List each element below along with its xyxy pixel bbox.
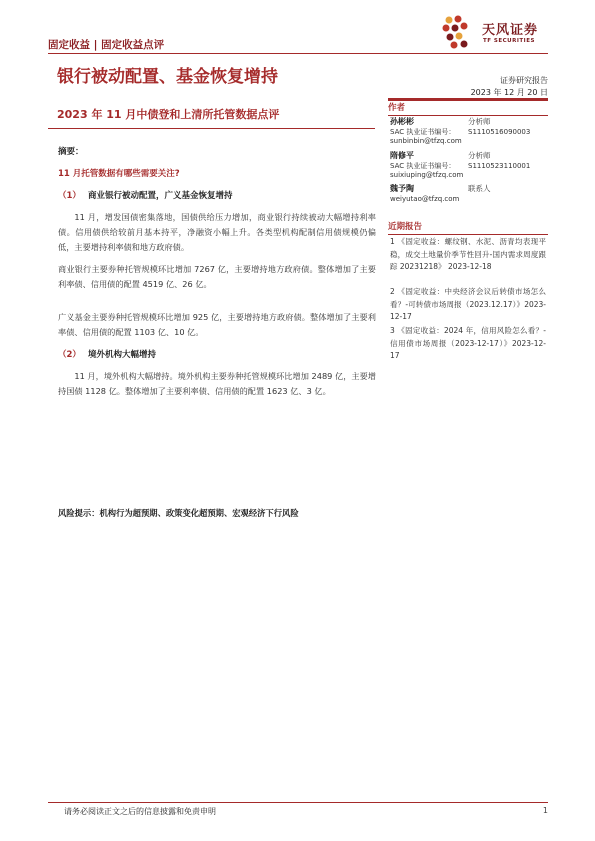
risk-warning: 风险提示：机构行为超预期、政策变化超预期、宏观经济下行风险 (58, 508, 299, 518)
page-number: 1 (542, 806, 548, 815)
author-email[interactable]: sunbinbin@tfzq.com (390, 137, 462, 145)
author-cert-label: SAC 执业证书编号： (390, 161, 456, 170)
report-type: 证券研究报告 (500, 76, 548, 85)
author-block (390, 151, 550, 181)
key-question: 11 月托管数据有哪些需要关注? (58, 169, 180, 179)
recent-report-item[interactable]: 2 《固定收益：中央经济会议后转债市场怎么看？-可转债市场周报（2023.12.17）》2023-12-17 (390, 287, 546, 321)
report-title: 银行被动配置、基金恢复增持 (57, 67, 278, 87)
recent-reports-heading: 近期报告 (388, 220, 548, 235)
section-1-heading (58, 189, 233, 201)
section-1-number: （1） (58, 191, 81, 201)
recent-report-item[interactable]: 3 《固定收益：2024 年，信用风险怎么看？-信用债市场周报（2023-12-17）》2023-12-17 (390, 326, 546, 360)
section-2-title: 境外机构大幅增持 (88, 350, 157, 360)
breadcrumb: 固定收益 | 固定收益点评 (48, 39, 165, 51)
author-cert-label: SAC 执业证书编号： (390, 127, 456, 136)
header-divider (48, 53, 548, 54)
section-1-paragraph-2: 商业银行主要券种托管规模环比增加 7267 亿，主要增持地方政府债。整体增加了主要利率债、信用债的配置 4519 亿、26 亿。 (58, 264, 376, 289)
author-name: 孙彬彬 (390, 117, 414, 126)
section-2-heading (58, 348, 156, 360)
report-date: 2023 年 12 月 20 日 (470, 88, 548, 97)
logo-mark-icon (443, 16, 468, 49)
section-1-title: 商业银行被动配置，广义基金恢复增持 (88, 191, 233, 201)
section-2-paragraph-1: 11 月，境外机构大幅增持。境外机构主要券种托管规模环比增加 2489 亿，主要增持国债 1128 亿。整体增加了主要利率债、信用债的配置 1623 亿、3 亿。 (58, 371, 376, 396)
section-2-number: （2） (58, 350, 81, 360)
subtitle-divider (48, 128, 375, 129)
report-subtitle: 2023 年 11 月中债登和上清所托管数据点评 (57, 108, 280, 121)
footer-disclaimer: 请务必阅读正文之后的信息披露和免责申明 (64, 807, 216, 816)
author-block (390, 117, 550, 147)
section-1-paragraph-1: 11 月，增发国债密集落地，国债供给压力增加，商业银行持续被动大幅增持利率债。信用债供给较前月基本持平，净融资小幅上升。各类型机构配制信用债规模仍偏低，主要增持利率债和地方政府债。 (58, 212, 376, 252)
author-name: 魏予陶 (390, 184, 414, 193)
section-1-paragraph-3: 广义基金主要券种托管规模环比增加 925 亿，主要增持地方政府债。整体增加了主要利率债、信用债的配置 1103 亿、10 亿。 (58, 312, 376, 337)
logo-text-cn: 天风证券 (482, 23, 539, 38)
logo-text-en: TF SECURITIES (483, 38, 535, 44)
author-role: 分析师 (468, 117, 491, 126)
author-email[interactable]: suixiuping@tfzq.com (390, 171, 464, 179)
author-name: 隋修平 (390, 151, 414, 160)
author-email[interactable]: weiyutao@tfzq.com (390, 194, 460, 203)
abstract-heading: 摘要： (58, 147, 84, 157)
author-role: 联系人 (468, 184, 491, 193)
author-cert: S1110523110001 (468, 161, 531, 170)
authors-heading: 作者 (388, 101, 548, 116)
author-block (390, 184, 550, 204)
author-role: 分析师 (468, 151, 491, 160)
author-cert: S1110516090003 (468, 127, 531, 136)
recent-report-item[interactable]: 1 《固定收益：螺纹钢、水泥、沥青均表现平稳，成交土地量价季节性回升-国内需求周度跟踪 20231218》 2023-12-18 (390, 237, 546, 271)
footer-divider (48, 802, 548, 803)
